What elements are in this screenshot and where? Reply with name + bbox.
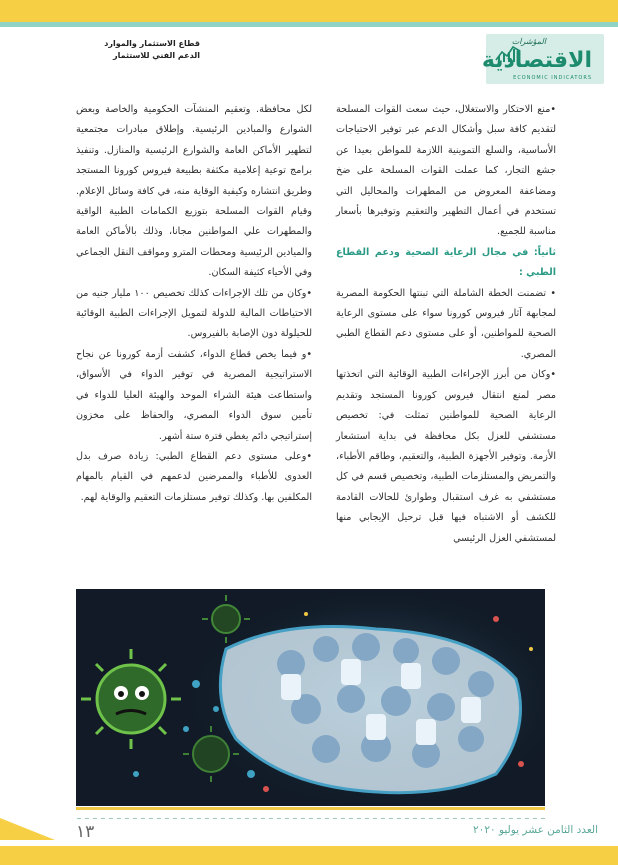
top-teal-stripe: [0, 22, 618, 27]
paragraph: •و فيما يخص قطاع الدواء، كشفت أزمة كورونا عن نجاح الاستراتيجية المصرية في توفير الدواء في الأسواق، واستطاعت هيئة الشراء الموحد والهيئة العليا للدواء في تأمين سوق الدواء المصري، والحفاظ على مخزون إستراتيجي دائم يغطي فترة ستة أشهر.: [76, 348, 312, 442]
top-yellow-band: [0, 0, 618, 22]
right-text-column: [336, 100, 556, 549]
magazine-logo: [481, 34, 604, 84]
paragraph: •منع الاحتكار والاستغلال، حيث سعت القوات المسلحة لتقديم كافة سبل وأشكال الدعم عبر توفير الاحتياجات الأساسية، والسلع التموينية اللازمة للمواطن بعيدا عن جشع التجار، كما عملت القوات المسلحة على ضخ ومضاعفة المعروض من المطهرات والمحاليل التي تستخدم في أعمال التطهير والتعقيم وتوفيرها بأسعار مناسبة للجميع.: [336, 104, 556, 238]
bottom-yellow-band: [0, 846, 618, 865]
left-text-column: [76, 100, 312, 508]
paragraph: •وعلى مستوى دعم القطاع الطبي: زيادة صرف بدل العدوى للأطباء والممرضين لدعمهم في القيام بالمهام المكلفين بها. وكذلك توفير مستلزمات التعقيم والوقاية لهم.: [76, 450, 312, 503]
covid-illustration: [76, 589, 545, 806]
paragraph: •وكان من تلك الإجراءات كذلك تخصيص ١٠٠ مليار جنيه من الاحتياطات المالية للدولة لتمويل الإجراءات الطبية الوقائية للحيلولة دون الإصابة بالفيروس.: [76, 287, 312, 340]
page-number: ١٣: [76, 822, 95, 842]
paragraph: •وكان من أبرز الإجراءات الطبية الوقائية التي اتخذتها مصر لمنع انتقال فيروس كورونا المستجد وتقديم الرعاية الصحية للمواطنين تمثلت في: تخصيص مستشفي للعزل بكل محافظة في بداية استشعار الأزمة. وتوفير الأجهزة الطبية، والتعقيم، وطاقم الأطباء، والتمريض والمستلزمات الطبية، وتخصيص قسم في كل مستشفي به غرف استقبال وطوارئ للحالات القادمة للكشف أو الاشتباه فيها قبل ترحيل الإيجابي منها لمستشفي العزل الرئيسي: [336, 369, 556, 544]
footer-yellow-triangle: [0, 818, 55, 840]
logo-subtitle: المؤشرات: [511, 37, 546, 46]
paragraph: • تضمنت الخطة الشاملة التي تبنتها الحكومة المصرية لمجابهة آثار فيروس كورونا سواء على مستوى الرعاية الصحية للمواطنين، أو على مستوى دعم القطاع الطبي المصري.: [336, 287, 556, 360]
sector-line-2: الدعم الفني للاستثمار: [113, 51, 200, 60]
section-heading: ثانياً: في مجال الرعاية الصحية ودعم القطاع الطبي :: [336, 246, 556, 279]
illustration-artwork: [76, 589, 545, 806]
page-header: [0, 30, 618, 86]
footer-divider: [76, 818, 545, 819]
paragraph: لكل محافظة. وتعقيم المنشآت الحكومية والخاصة وبعض الشوارع والمبادين الرئيسية. وإطلاق مبادرات مجتمعية لتطهير الأماكن العامة والشوارع الرئيسية والمنازل. وتنفيذ برامج توعية إعلامية مكثفة بطبيعة فيروس كورونا المستجد وطريق انتشاره وكيفية الوقاية منه، في كافة وسائل الإعلام. وقيام القوات المسلحة بتوزيع الكمامات الطبية الواقية والمطهرات علي المواطنين مجانا، وذلك بالأماكن العامة والميادين الرئيسية ومحطات المترو ومواقف النقل الجماعي وفي الأحياء كثيفة السكان.: [76, 104, 312, 279]
logo-title: الاقتصادية: [481, 48, 592, 73]
logo-english: ECONOMIC INDICATORS: [513, 75, 592, 81]
figure-underline: [76, 807, 545, 810]
sector-line-1: قطاع الاستثمار والموارد: [104, 39, 200, 48]
sector-label: [92, 38, 200, 62]
issue-label: العدد الثامن عشر يوليو ٢٠٢٠: [473, 824, 598, 836]
